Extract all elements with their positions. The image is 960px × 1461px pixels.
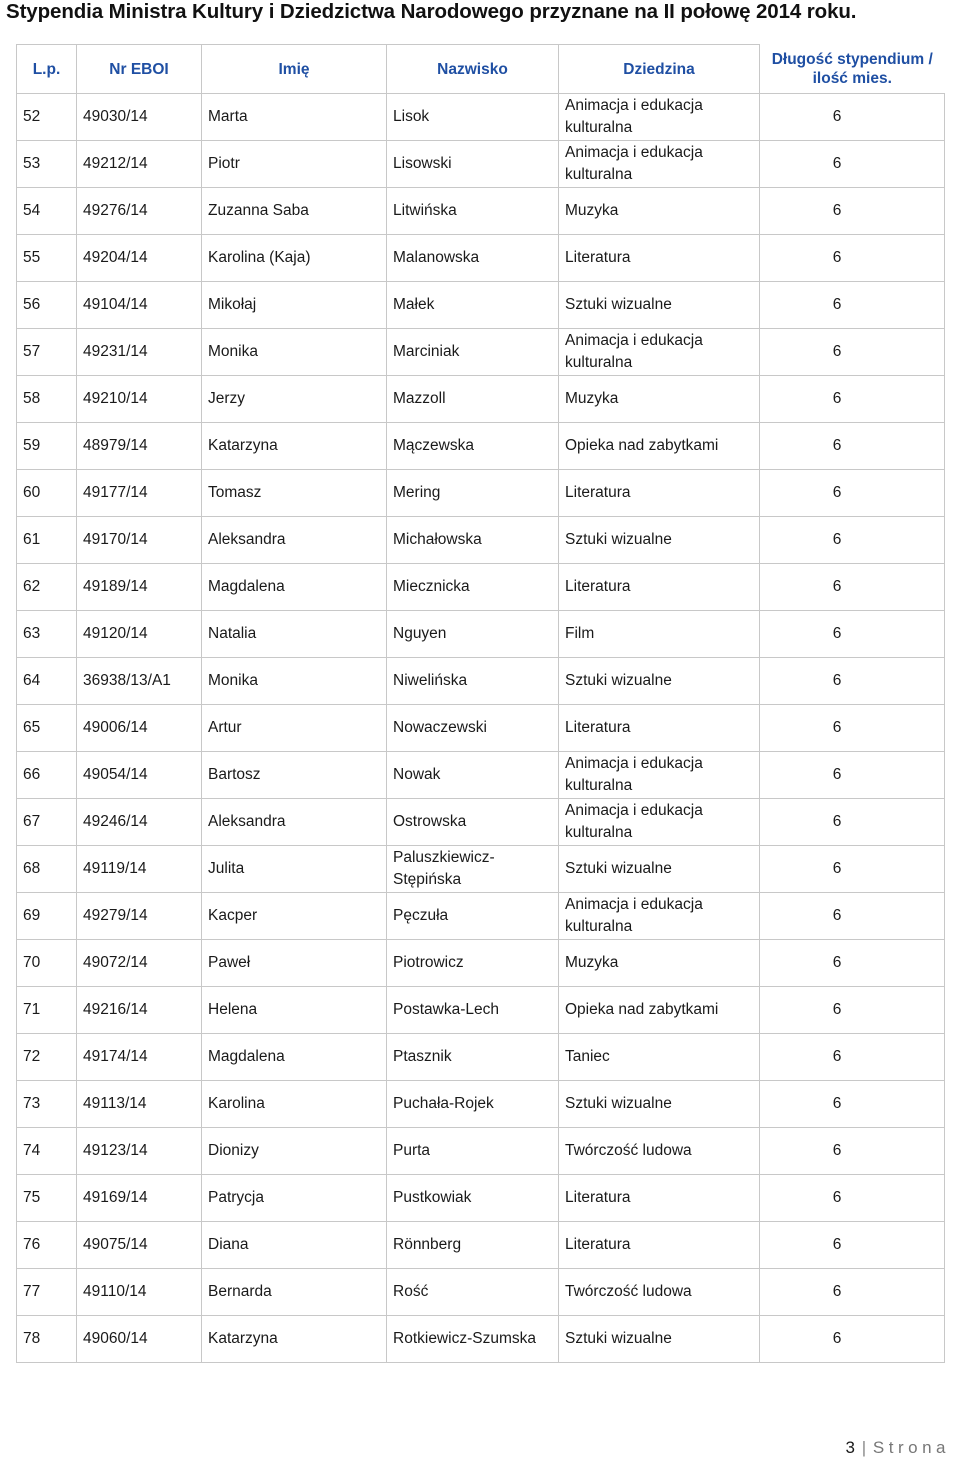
cell-dziedzina: Twórczość ludowa [559,1128,760,1175]
cell-lp: 72 [17,1034,77,1081]
header-dlugosc: Długość stypendium / ilość mies. [771,50,933,87]
cell-nazwisko: Michałowska [387,517,559,564]
cell-lp: 61 [17,517,77,564]
cell-imie: Paweł [202,940,387,987]
cell-nr-eboi: 49174/14 [77,1034,202,1081]
cell-lp: 57 [17,329,77,376]
cell-imie: Jerzy [202,376,387,423]
page-title: Stypendia Ministra Kultury i Dziedzictwa Narodowego przyznane na II połowę 2014 roku. [6,0,857,23]
cell-nr-eboi: 49104/14 [77,282,202,329]
cell-dlugosc: 6 [760,1034,945,1081]
cell-imie: Julita [202,846,387,893]
cell-imie: Magdalena [202,564,387,611]
cell-nazwisko: Lisowski [387,141,559,188]
table-row [17,611,945,658]
cell-nazwisko: Rönnberg [387,1222,559,1269]
table-row [17,94,945,141]
table-row [17,752,945,799]
cell-nazwisko: Ptasznik [387,1034,559,1081]
table-row [17,376,945,423]
cell-nazwisko: Postawka-Lech [387,987,559,1034]
cell-dziedzina: Animacja i edukacja kulturalna [559,799,760,846]
cell-dlugosc: 6 [760,846,945,893]
cell-dlugosc: 6 [760,611,945,658]
cell-imie: Aleksandra [202,799,387,846]
cell-nazwisko: Litwińska [387,188,559,235]
cell-dlugosc: 6 [760,1175,945,1222]
cell-dziedzina: Literatura [559,705,760,752]
cell-dziedzina: Sztuki wizualne [559,517,760,564]
footer-separator: | [861,1438,867,1457]
table-row [17,1034,945,1081]
cell-lp: 59 [17,423,77,470]
cell-nazwisko: Malanowska [387,235,559,282]
cell-nr-eboi: 49279/14 [77,893,202,940]
cell-lp: 78 [17,1316,77,1363]
cell-imie: Helena [202,987,387,1034]
header-nazwisko: Nazwisko [387,45,559,94]
cell-nr-eboi: 36938/13/A1 [77,658,202,705]
cell-dlugosc: 6 [760,235,945,282]
cell-lp: 70 [17,940,77,987]
cell-dziedzina: Muzyka [559,376,760,423]
cell-dziedzina: Literatura [559,1175,760,1222]
cell-dziedzina: Sztuki wizualne [559,658,760,705]
cell-dziedzina: Twórczość ludowa [559,1269,760,1316]
cell-dlugosc: 6 [760,282,945,329]
table-row [17,705,945,752]
cell-dziedzina: Literatura [559,235,760,282]
cell-nr-eboi: 49075/14 [77,1222,202,1269]
table-row [17,799,945,846]
cell-lp: 67 [17,799,77,846]
cell-imie: Dionizy [202,1128,387,1175]
cell-imie: Monika [202,658,387,705]
cell-lp: 56 [17,282,77,329]
cell-dlugosc: 6 [760,1222,945,1269]
cell-nazwisko: Nguyen [387,611,559,658]
cell-nr-eboi: 49054/14 [77,752,202,799]
cell-imie: Karolina [202,1081,387,1128]
cell-nr-eboi: 49120/14 [77,611,202,658]
cell-nr-eboi: 49113/14 [77,1081,202,1128]
cell-nazwisko: Miecznicka [387,564,559,611]
cell-lp: 71 [17,987,77,1034]
cell-lp: 52 [17,94,77,141]
cell-nr-eboi: 49189/14 [77,564,202,611]
cell-imie: Mikołaj [202,282,387,329]
cell-imie: Natalia [202,611,387,658]
cell-nazwisko: Mering [387,470,559,517]
cell-nazwisko: Ostrowska [387,799,559,846]
cell-dziedzina: Animacja i edukacja kulturalna [559,752,760,799]
cell-lp: 77 [17,1269,77,1316]
cell-nazwisko: Paluszkiewicz-Stępińska [387,846,559,893]
cell-dlugosc: 6 [760,376,945,423]
cell-nr-eboi: 49006/14 [77,705,202,752]
cell-nazwisko: Rotkiewicz-Szumska [387,1316,559,1363]
cell-nr-eboi: 49119/14 [77,846,202,893]
cell-dlugosc: 6 [760,1316,945,1363]
table-row [17,1175,945,1222]
cell-lp: 75 [17,1175,77,1222]
cell-dziedzina: Sztuki wizualne [559,1316,760,1363]
cell-imie: Patrycja [202,1175,387,1222]
table-row [17,282,945,329]
cell-dlugosc: 6 [760,940,945,987]
table-row [17,517,945,564]
table-row [17,658,945,705]
cell-lp: 76 [17,1222,77,1269]
header-dziedzina: Dziedzina [559,45,760,94]
header-lp: L.p. [17,45,77,94]
cell-nr-eboi: 49169/14 [77,1175,202,1222]
table-row [17,470,945,517]
cell-nr-eboi: 49170/14 [77,517,202,564]
cell-lp: 74 [17,1128,77,1175]
cell-dziedzina: Opieka nad zabytkami [559,423,760,470]
cell-dlugosc: 6 [760,94,945,141]
cell-dlugosc: 6 [760,1128,945,1175]
cell-lp: 54 [17,188,77,235]
cell-imie: Marta [202,94,387,141]
cell-dlugosc: 6 [760,564,945,611]
cell-imie: Katarzyna [202,1316,387,1363]
cell-nr-eboi: 49030/14 [77,94,202,141]
cell-lp: 69 [17,893,77,940]
cell-nr-eboi: 49212/14 [77,141,202,188]
table-row [17,1128,945,1175]
cell-imie: Kacper [202,893,387,940]
cell-nazwisko: Lisok [387,94,559,141]
cell-dlugosc: 6 [760,517,945,564]
cell-imie: Zuzanna Saba [202,188,387,235]
cell-nazwisko: Piotrowicz [387,940,559,987]
cell-dlugosc: 6 [760,1081,945,1128]
cell-lp: 62 [17,564,77,611]
cell-nazwisko: Niwelińska [387,658,559,705]
cell-dziedzina: Animacja i edukacja kulturalna [559,893,760,940]
cell-lp: 55 [17,235,77,282]
cell-nr-eboi: 49177/14 [77,470,202,517]
cell-dlugosc: 6 [760,141,945,188]
cell-dziedzina: Sztuki wizualne [559,282,760,329]
cell-imie: Monika [202,329,387,376]
cell-dziedzina: Animacja i edukacja kulturalna [559,94,760,141]
page-footer [846,1438,950,1458]
table-row [17,141,945,188]
table-row [17,893,945,940]
cell-dziedzina: Literatura [559,470,760,517]
header-nr-eboi: Nr EBOI [77,45,202,94]
table-row [17,1269,945,1316]
cell-dlugosc: 6 [760,705,945,752]
cell-imie: Katarzyna [202,423,387,470]
cell-imie: Diana [202,1222,387,1269]
cell-dlugosc: 6 [760,987,945,1034]
cell-nazwisko: Małek [387,282,559,329]
table-row [17,188,945,235]
cell-nazwisko: Purta [387,1128,559,1175]
table-row [17,1316,945,1363]
cell-lp: 66 [17,752,77,799]
table-row [17,1081,945,1128]
cell-nr-eboi: 49123/14 [77,1128,202,1175]
cell-nr-eboi: 49060/14 [77,1316,202,1363]
cell-nr-eboi: 49216/14 [77,987,202,1034]
cell-nr-eboi: 49072/14 [77,940,202,987]
cell-dziedzina: Muzyka [559,940,760,987]
cell-lp: 73 [17,1081,77,1128]
cell-nazwisko: Nowak [387,752,559,799]
cell-nr-eboi: 49276/14 [77,188,202,235]
cell-imie: Bernarda [202,1269,387,1316]
cell-imie: Aleksandra [202,517,387,564]
cell-dlugosc: 6 [760,893,945,940]
cell-nr-eboi: 49204/14 [77,235,202,282]
cell-imie: Piotr [202,141,387,188]
cell-dziedzina: Taniec [559,1034,760,1081]
cell-nazwisko: Pustkowiak [387,1175,559,1222]
cell-dziedzina: Sztuki wizualne [559,846,760,893]
cell-imie: Artur [202,705,387,752]
cell-dlugosc: 6 [760,752,945,799]
cell-nazwisko: Puchała-Rojek [387,1081,559,1128]
cell-dziedzina: Animacja i edukacja kulturalna [559,141,760,188]
cell-nazwisko: Mazzoll [387,376,559,423]
cell-nazwisko: Pęczuła [387,893,559,940]
cell-dziedzina: Opieka nad zabytkami [559,987,760,1034]
cell-lp: 58 [17,376,77,423]
cell-imie: Tomasz [202,470,387,517]
cell-dlugosc: 6 [760,423,945,470]
cell-dziedzina: Literatura [559,1222,760,1269]
cell-dlugosc: 6 [760,188,945,235]
cell-dlugosc: 6 [760,799,945,846]
cell-dlugosc: 6 [760,1269,945,1316]
cell-lp: 64 [17,658,77,705]
table-row [17,564,945,611]
cell-nazwisko: Marciniak [387,329,559,376]
cell-nazwisko: Rość [387,1269,559,1316]
stipend-table [16,44,945,1363]
cell-nr-eboi: 49231/14 [77,329,202,376]
table-row [17,423,945,470]
cell-imie: Bartosz [202,752,387,799]
table-row [17,940,945,987]
cell-lp: 63 [17,611,77,658]
cell-nr-eboi: 48979/14 [77,423,202,470]
table-row [17,846,945,893]
cell-dziedzina: Film [559,611,760,658]
cell-dlugosc: 6 [760,329,945,376]
cell-dlugosc: 6 [760,658,945,705]
cell-nazwisko: Nowaczewski [387,705,559,752]
cell-lp: 53 [17,141,77,188]
cell-imie: Magdalena [202,1034,387,1081]
table-row [17,329,945,376]
cell-dlugosc: 6 [760,470,945,517]
cell-lp: 65 [17,705,77,752]
cell-lp: 60 [17,470,77,517]
cell-dziedzina: Sztuki wizualne [559,1081,760,1128]
table-header-row [17,45,945,94]
table-row [17,987,945,1034]
cell-dziedzina: Literatura [559,564,760,611]
header-imie: Imię [202,45,387,94]
page-label: Strona [872,1438,950,1457]
cell-lp: 68 [17,846,77,893]
cell-nr-eboi: 49246/14 [77,799,202,846]
cell-imie: Karolina (Kaja) [202,235,387,282]
cell-nazwisko: Mączewska [387,423,559,470]
page-number: 3 [845,1438,856,1457]
cell-dziedzina: Animacja i edukacja kulturalna [559,329,760,376]
table-row [17,235,945,282]
cell-dziedzina: Muzyka [559,188,760,235]
cell-nr-eboi: 49110/14 [77,1269,202,1316]
table-row [17,1222,945,1269]
cell-nr-eboi: 49210/14 [77,376,202,423]
